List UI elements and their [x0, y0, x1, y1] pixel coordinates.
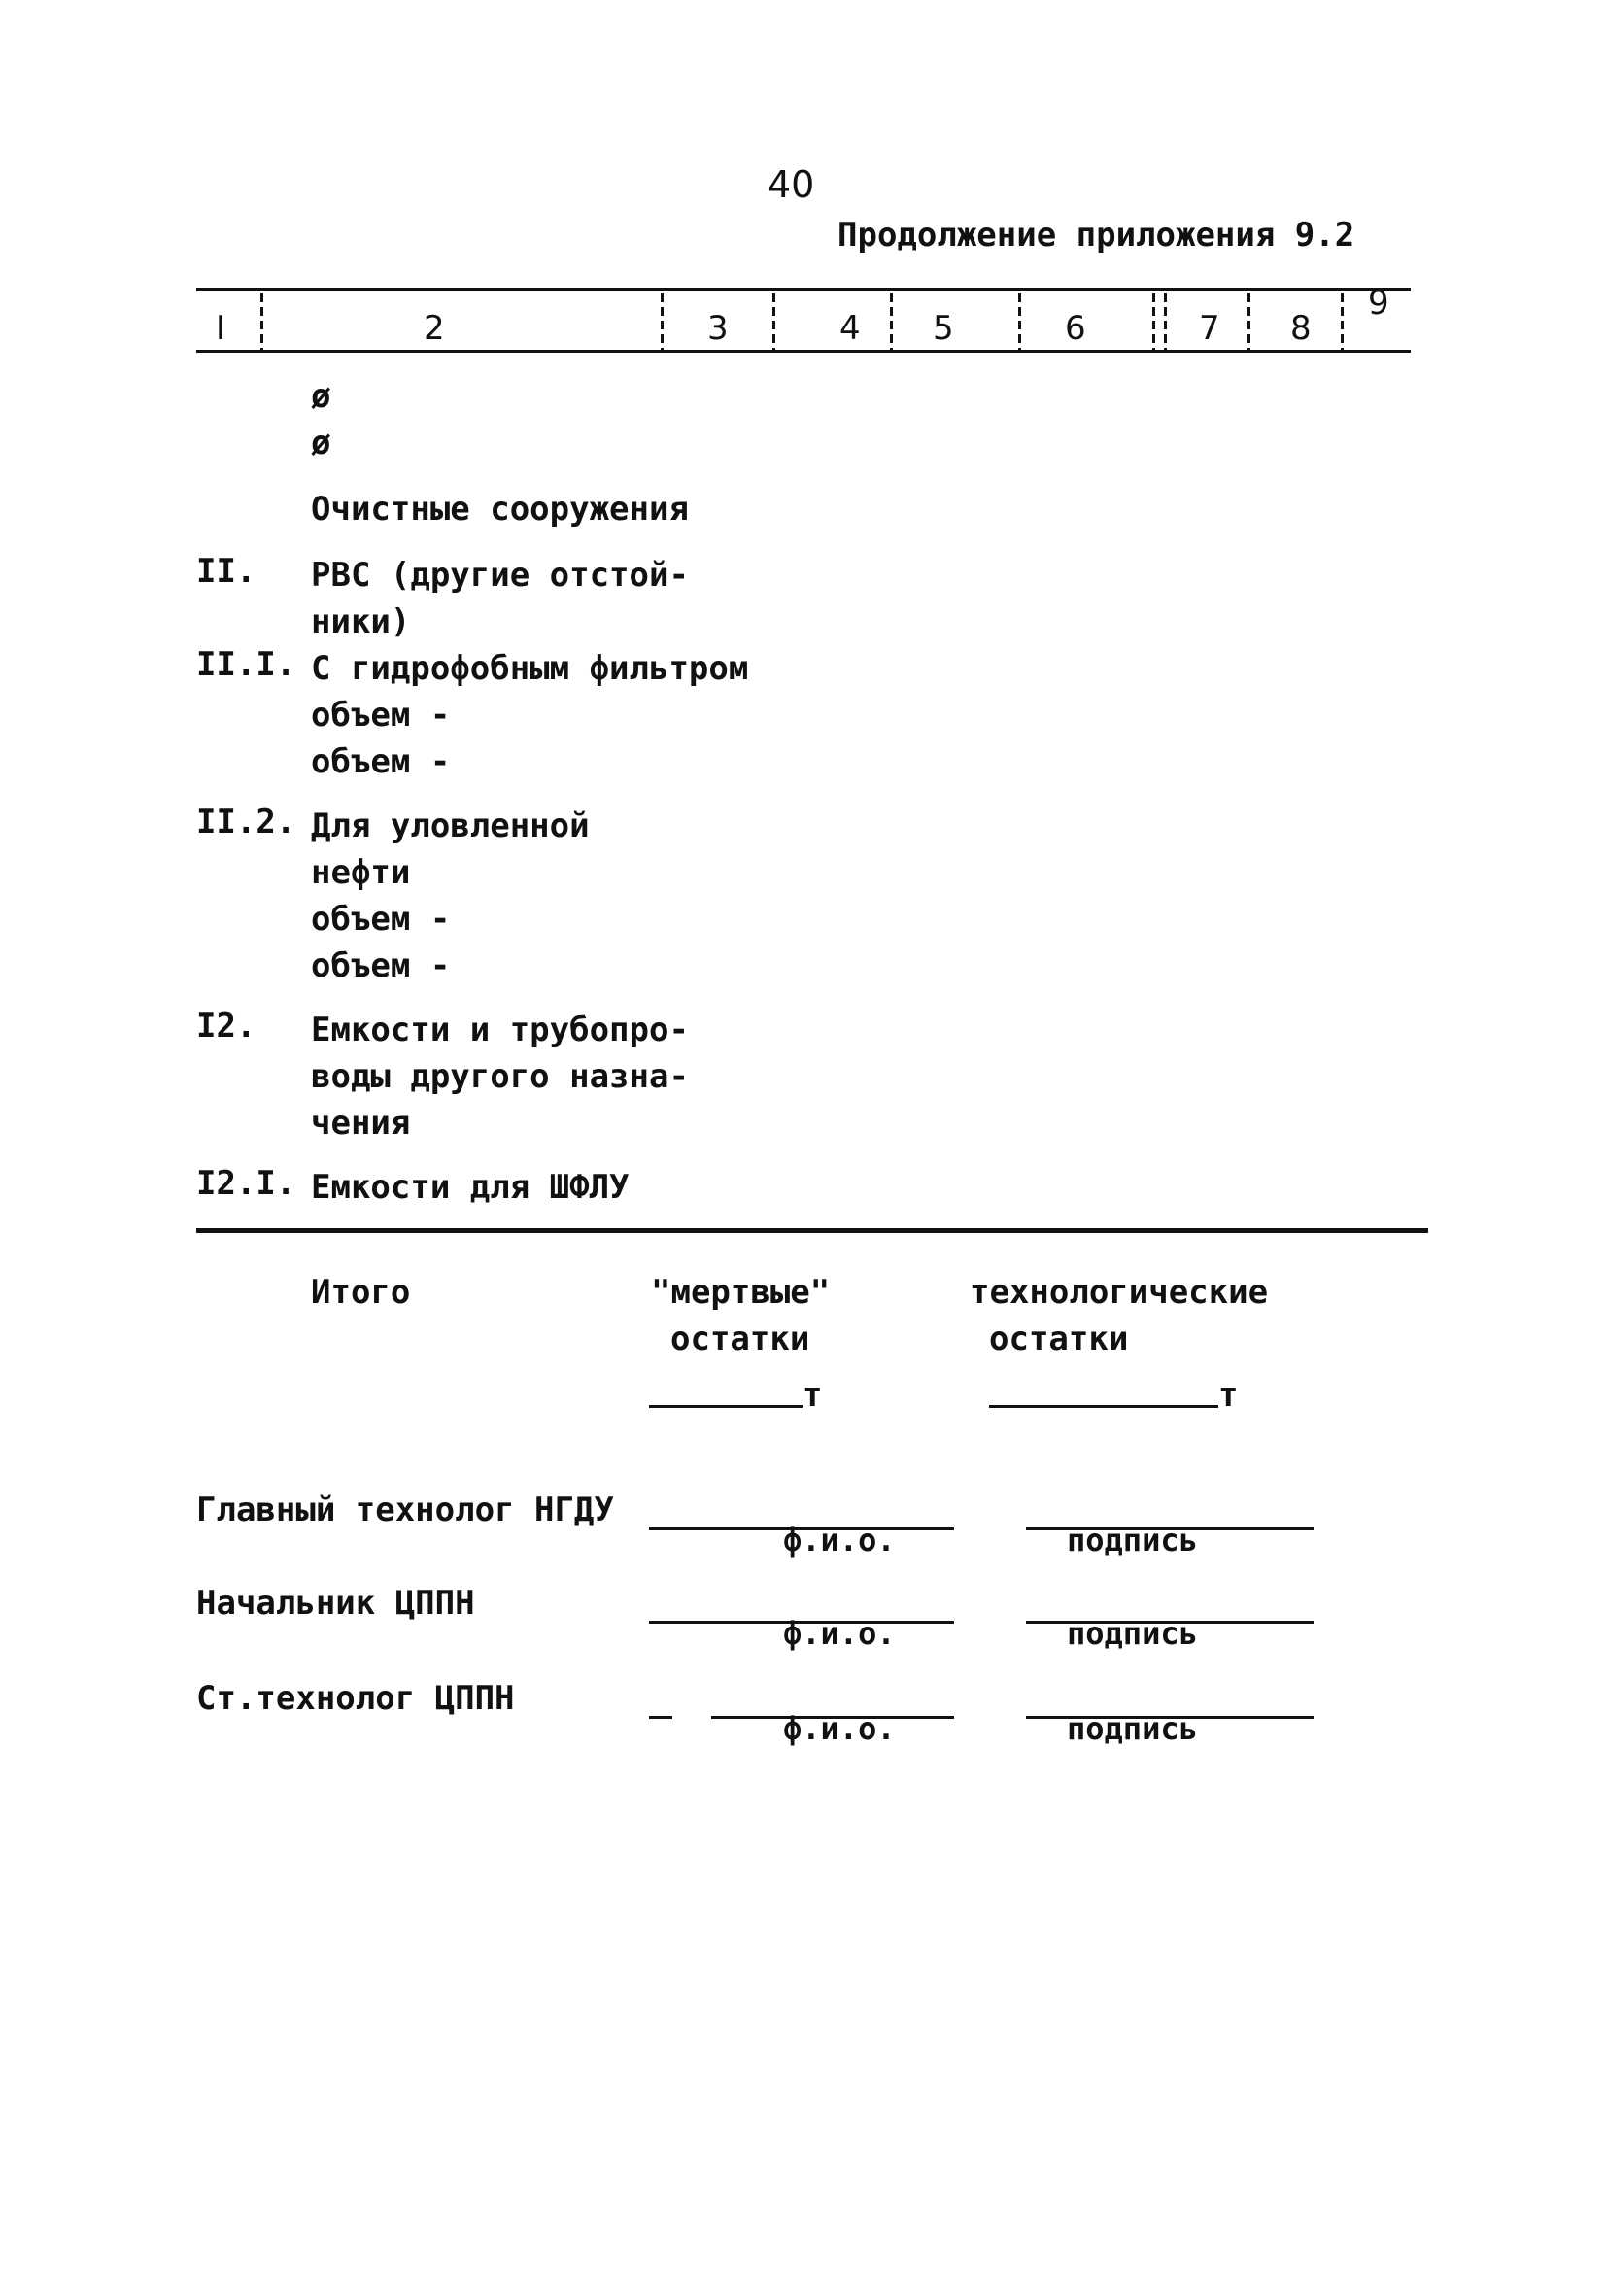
tech-residue-field: [989, 1405, 1218, 1408]
dead-residue-label: остатки: [670, 1319, 810, 1358]
row-text: объем -: [311, 946, 451, 985]
column-number: 3: [707, 309, 729, 348]
row-text: Емкости для ШФЛУ: [311, 1168, 630, 1207]
row-text: нефти: [311, 853, 411, 892]
signature-role: Ст.технолог ЦППН: [196, 1679, 515, 1718]
signature-field-label: подпись: [1067, 1615, 1198, 1652]
column-divider: [1018, 293, 1021, 350]
unit-label: т: [803, 1376, 823, 1415]
column-divider: [260, 293, 263, 350]
row-text: ø: [311, 377, 331, 416]
name-field: [649, 1716, 672, 1719]
table-top-rule: [196, 288, 1411, 291]
row-text: ø: [311, 424, 331, 463]
tech-residue-label: технологические: [970, 1273, 1269, 1312]
column-number: 2: [424, 309, 445, 348]
row-number: II.: [196, 552, 256, 591]
row-text: РВС (другие отстой-: [311, 556, 689, 595]
column-number: 5: [933, 309, 954, 348]
signature-field-label: подпись: [1067, 1710, 1198, 1747]
dead-residue-label: "мертвые": [651, 1273, 831, 1312]
column-divider: [1247, 293, 1250, 350]
unit-label: т: [1218, 1376, 1239, 1415]
column-divider: [1341, 293, 1344, 350]
column-divider: [1152, 293, 1155, 350]
row-text: объем -: [311, 696, 451, 735]
column-number: 9: [1368, 284, 1389, 323]
row-text: Для уловленной: [311, 806, 590, 845]
row-text: чения: [311, 1104, 411, 1143]
column-number: 4: [839, 309, 861, 348]
column-number: 6: [1065, 309, 1086, 348]
totals-label: Итого: [311, 1273, 411, 1312]
row-number: II.2.: [196, 803, 296, 841]
column-divider: [890, 293, 893, 350]
column-divider: [1164, 293, 1167, 350]
column-number: 7: [1199, 309, 1220, 348]
row-text: Очистные сооружения: [311, 490, 689, 529]
row-text: Емкости и трубопро-: [311, 1011, 689, 1049]
signature-role: Начальник ЦППН: [196, 1584, 475, 1623]
row-text: ники): [311, 602, 411, 641]
row-text: объем -: [311, 742, 451, 781]
signature-role: Главный технолог НГДУ: [196, 1491, 614, 1529]
name-field-label: ф.и.о.: [783, 1710, 896, 1747]
dead-residue-field: [649, 1405, 803, 1408]
row-text: С гидрофобным фильтром: [311, 649, 749, 688]
row-number: I2.: [196, 1007, 256, 1045]
table-bottom-rule: [196, 1228, 1428, 1233]
page-number: 40: [768, 163, 815, 206]
row-number: II.I.: [196, 645, 296, 684]
continuation-title: Продолжение приложения 9.2: [837, 216, 1355, 255]
column-number: I: [216, 309, 226, 348]
row-number: I2.I.: [196, 1164, 296, 1203]
tech-residue-label: остатки: [989, 1319, 1129, 1358]
row-text: объем -: [311, 900, 451, 939]
row-text: воды другого назна-: [311, 1057, 689, 1096]
table-header-bottom-rule: [196, 350, 1411, 353]
column-number: 8: [1290, 309, 1312, 348]
name-field-label: ф.и.о.: [783, 1522, 896, 1559]
name-field-label: ф.и.о.: [783, 1615, 896, 1652]
signature-field-label: подпись: [1067, 1522, 1198, 1559]
column-divider: [661, 293, 664, 350]
column-divider: [772, 293, 775, 350]
